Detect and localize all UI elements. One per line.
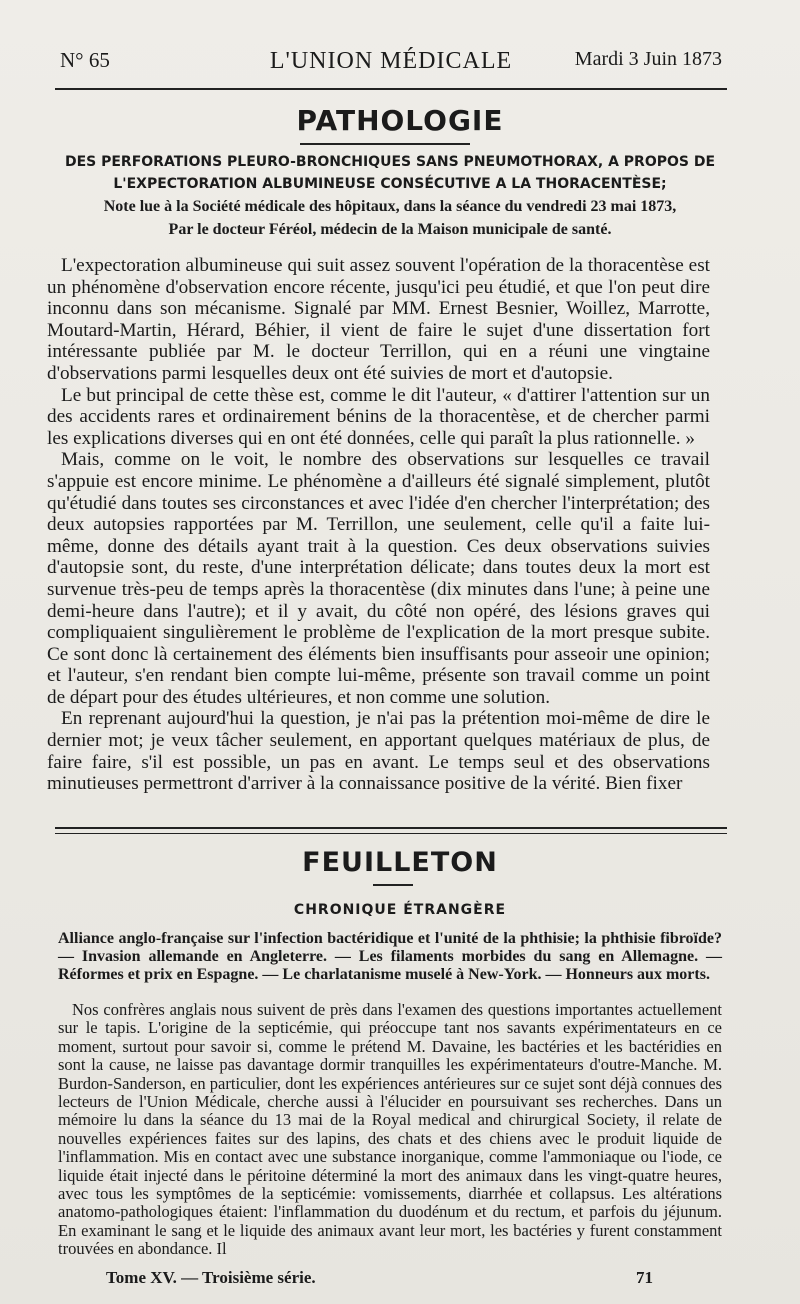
article-headline-line2: L'EXPECTORATION ALBUMINEUSE CONSÉCUTIVE A LA THORACENTÈSE; <box>113 176 667 192</box>
page-number: 71 <box>636 1268 653 1287</box>
header-rule <box>55 88 727 90</box>
issue-number: N° 65 <box>60 48 110 72</box>
volume-footer: Tome XV. — Troisième série. <box>106 1268 316 1287</box>
section-title-pathologie: PATHOLOGIE <box>296 104 504 137</box>
feuilleton-body <box>58 1001 722 1259</box>
article-note: Note lue à la Société médicale des hôpitaux, dans la séance du vendredi 23 mai 1873, <box>103 198 677 215</box>
feuilleton-rule <box>55 827 727 829</box>
journal-title: L'UNION MÉDICALE <box>269 48 513 74</box>
section-divider <box>373 884 413 886</box>
issue-date: Mardi 3 Juin 1873 <box>574 48 722 70</box>
page-header <box>60 42 722 82</box>
section-divider <box>300 143 470 145</box>
article-author: Par le docteur Féréol, médecin de la Maison municipale de santé. <box>168 221 612 238</box>
article-body <box>47 255 710 795</box>
feuilleton-rule-thin <box>55 833 727 834</box>
feuilleton-paragraph: Nos confrères anglais nous suivent de près dans l'examen des questions importantes actuellement sur le tapis. L'origine de la septicémie, qui préoccupe tant nos savants expérimentateurs en ce moment, surtout pour savoir si, comme le prétend M. Davaine, les bactéries et les bactéridies en sont la cause, ne laisse pas davantage dormir tranquilles les expérimentateurs d'outre-Manche. M. Burdon-Sanderson, en particulier, dont les expériences antérieures sur ce sujet sont déjà connues des lecteurs de l'Union Médicale, cherche aussi à l'élucider en poursuivant ses recherches. Dans un mémoire lu dans la séance du 13 mai de la Royal medical and chirurgical Society, il relate de nouvelles expériences faites sur des lapins, des chats et des chiens avec le produit liquide de l'inflammation. Mis en contact avec une substance inorganique, comme l'ammoniaque ou l'iode, ce liquide était injecté dans le péritoine déterminé la mort des animaux dans les vingt-quatre heures, avec tous les symptômes de la septicémie: vomissements, diarrhée et collapsus. Les altérations anatomo-pathologiques étaient: l'inflammation du duodénum et du rectum, et parfois du jéjunum. En examinant le sang et le liquide des animaux avant leur mort, les bactéries y furent constamment trouvées en abondance. Il <box>58 1000 722 1259</box>
feuilleton-subtitle: CHRONIQUE ÉTRANGÈRE <box>293 902 507 918</box>
article-paragraph: Le but principal de cette thèse est, comme le dit l'auteur, « d'attirer l'attention sur un des accidents rares et ordinairement bénins de la thoracentèse, et de chercher parmi les explications diverses qui en ont été données, celle qui paraît la plus rationnelle. » <box>47 384 710 449</box>
article-paragraph: L'expectoration albumineuse qui suit assez souvent l'opération de la thoracentèse est un phénomène d'observation encore récente, jusqu'ici peu étudié, et que l'on peut dire inconnu dans son mécanisme. Signalé par MM. Ernest Besnier, Woillez, Marrotte, Moutard-Martin, Hérard, Béhier, il vient de faire le sujet d'une dissertation fort intéressante publiée par M. le docteur Terrillon, qui en a réuni une vingtaine d'observations parmi lesquelles deux ont été suivies de mort et d'autopsie. <box>47 255 710 384</box>
feuilleton-summary: Alliance anglo-française sur l'infection bactéridique et l'unité de la phthisie; la phthisie fibroïde? — Invasion allemande en Angleterre. — Les filaments morbides du sang en Allemagne. — Réformes et prix en Espagne. — Le charlatanisme muselé à New-York. — Honneurs aux morts. <box>58 930 722 983</box>
article-paragraph: Mais, comme on le voit, le nombre des observations sur lesquelles ce travail s'appuie est encore minime. Le phénomène a d'ailleurs été signalé simplement, plutôt qu'étudié dans toutes ses circonstances et avec l'idée d'en chercher l'interprétation; des deux autopsies rapportées par M. Terrillon, une seulement, celle qu'il a faite lui-même, donne des détails ayant trait à la question. Ces deux observations suivies d'autopsie sont, du reste, d'une interprétation délicate; dans toutes deux la mort est survenue très-peu de temps après la thoracentèse (dix minutes dans l'une; à peine une demi-heure dans l'autre); et il y avait, du côté non opéré, des lésions graves qui compliquaient singulièrement le problème de l'explication de la mort presque subite. Ce sont donc là certainement des éléments bien insuffisants pour asseoir une opinion; et l'auteur, s'en rendant bien compte lui-même, présente son travail comme un point de départ pour des études ultérieures, et non comme une solution. <box>47 449 710 708</box>
article-paragraph: En reprenant aujourd'hui la question, je n'ai pas la prétention moi-même de dire le dernier mot; je veux tâcher seulement, en apportant quelques matériaux de plus, de faire faire, s'il est possible, un pas en avant. Le temps seul et des observations minutieuses permettront d'arriver à la connaissance positive de la vérité. Bien fixer <box>47 708 710 795</box>
section-title-feuilleton: FEUILLETON <box>302 847 498 878</box>
article-headline-line1: DES PERFORATIONS PLEURO-BRONCHIQUES SANS PNEUMOTHORAX, A PROPOS DE <box>64 154 716 170</box>
